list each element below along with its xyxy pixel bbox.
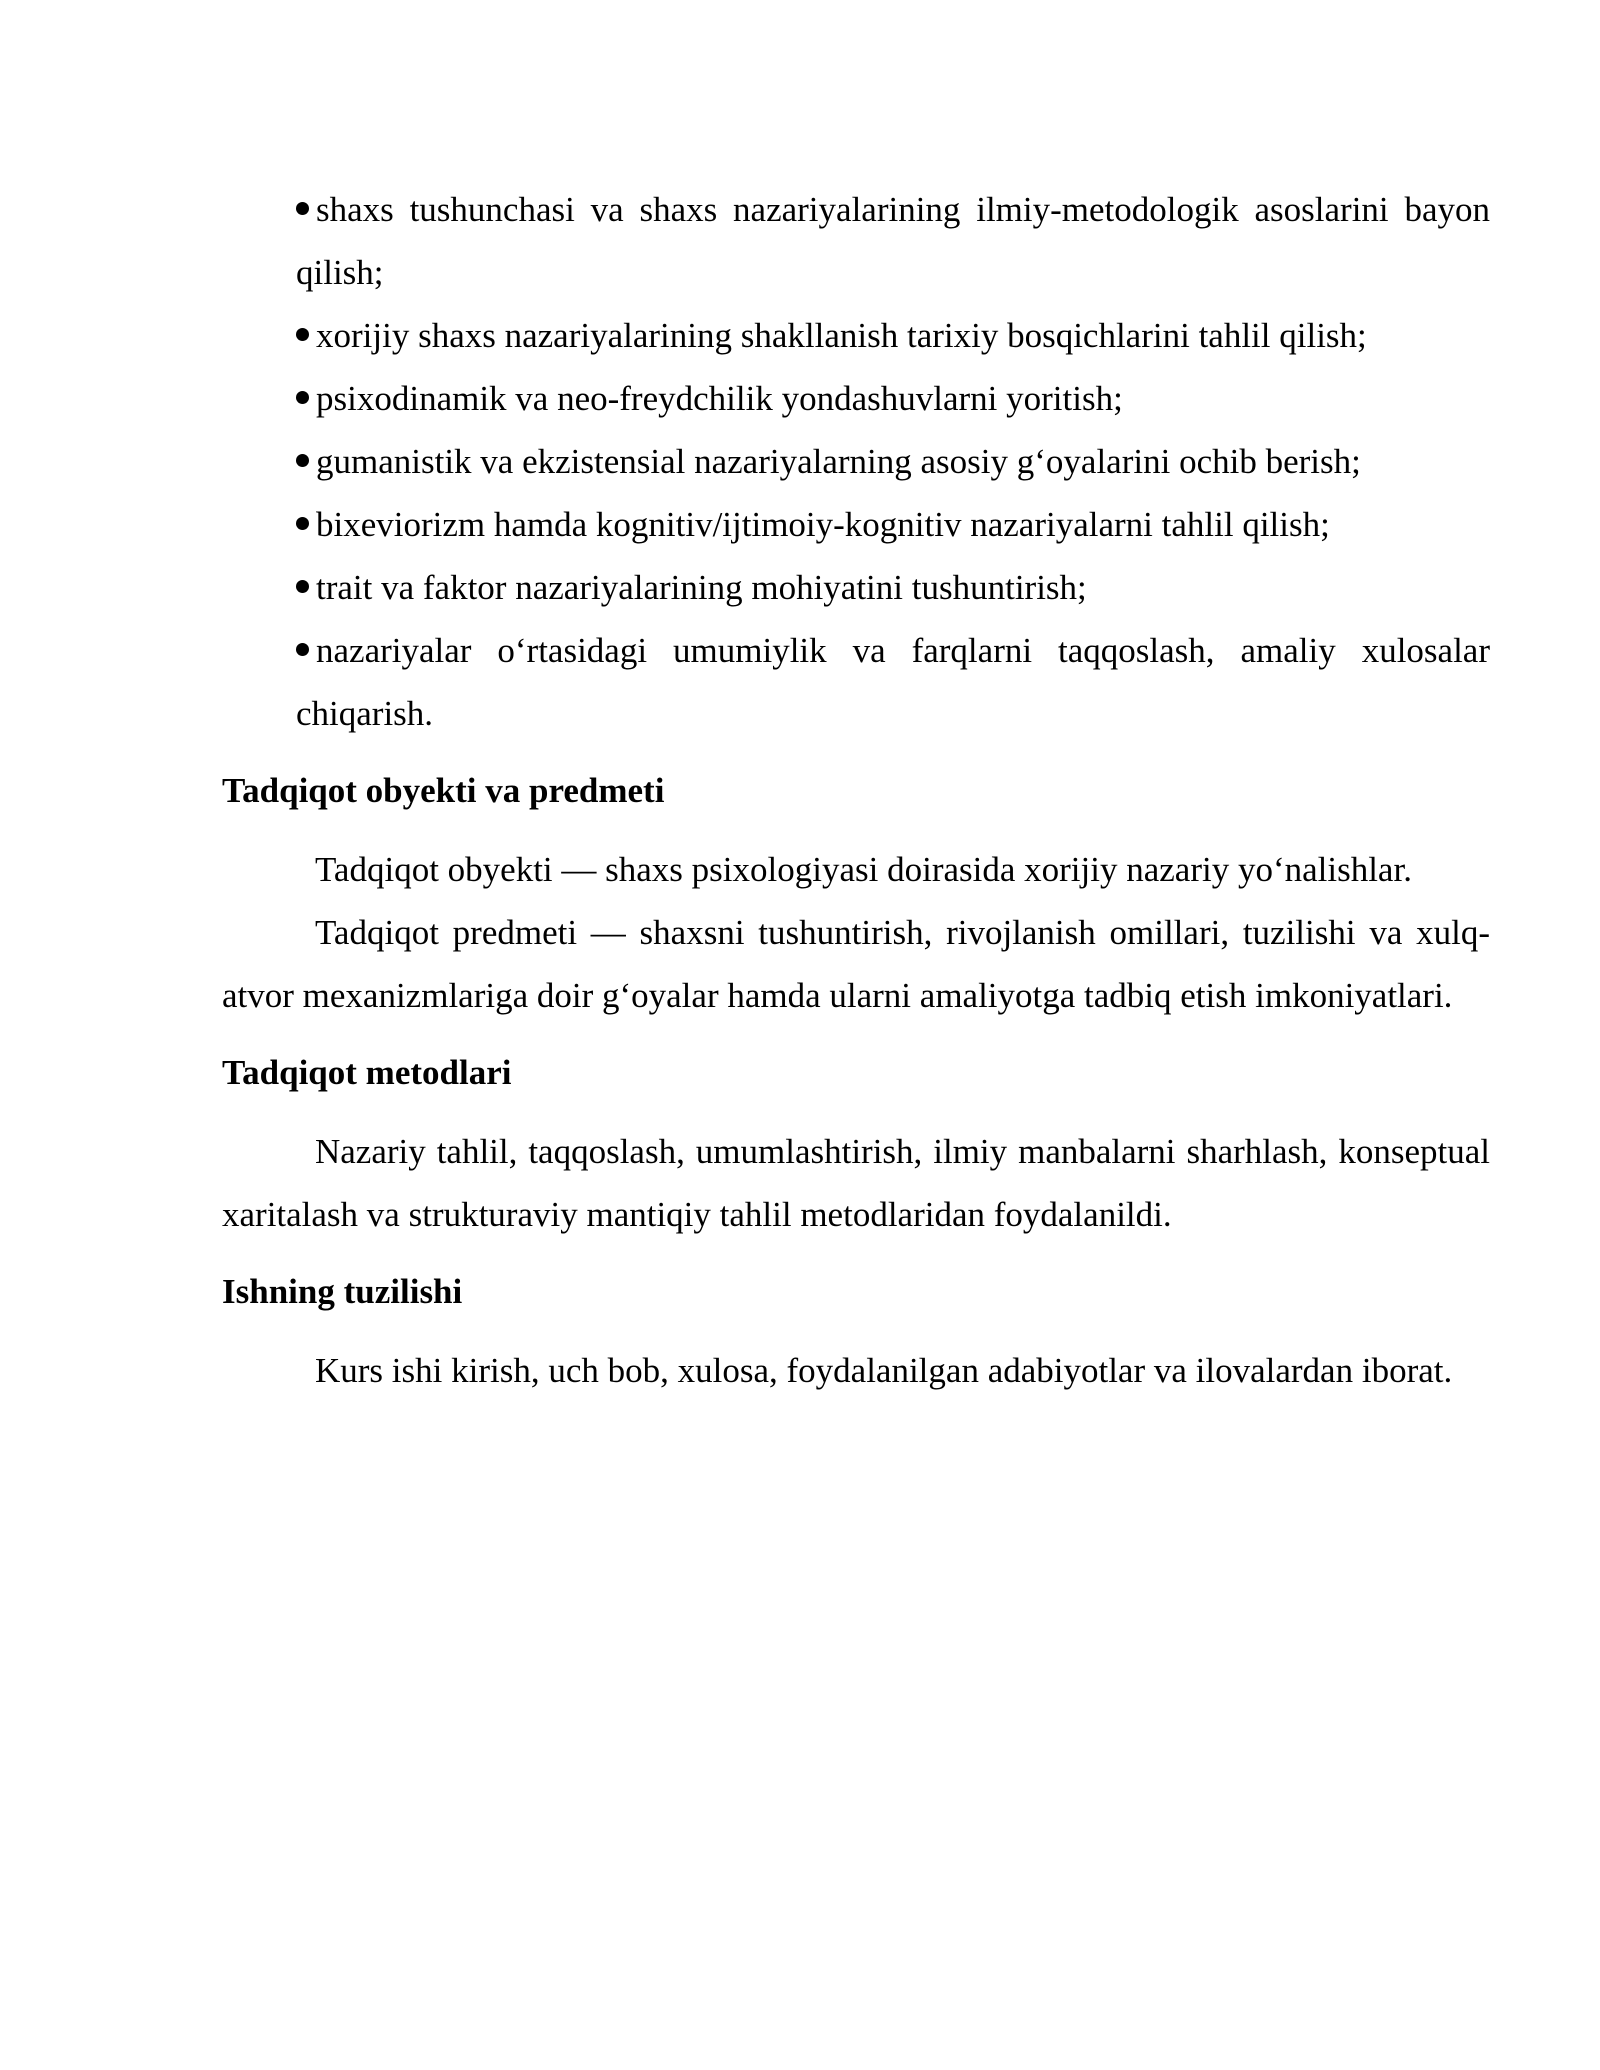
subject-paragraph: Tadqiqot predmeti — shaxsni tushuntirish, rivojlanish omillari, tuzilishi va xulq-atvor mexanizmlariga doir g‘oyalar hamda ularni amaliyotga tadbiq etish imkoniyatlari. xyxy=(222,913,1490,1015)
bullet-icon xyxy=(296,391,309,404)
bullet-icon xyxy=(296,328,309,341)
goal-text: psixodinamik va neo-freydchilik yondashuvlarni yoritish; xyxy=(316,379,1123,418)
goal-text: trait va faktor nazariyalarining mohiyatini tushuntirish; xyxy=(316,568,1087,607)
bullet-icon xyxy=(296,202,309,215)
goal-item xyxy=(296,430,1490,493)
goal-text: nazariyalar o‘rtasidagi umumiylik va farqlarni taqqoslash, amaliy xulosalar chiqarish. xyxy=(296,631,1490,733)
goal-item xyxy=(296,178,1490,304)
object-paragraph: Tadqiqot obyekti — shaxs psixologiyasi doirasida xorijiy nazariy yo‘nalishlar. xyxy=(315,850,1412,889)
goal-text: bixeviorizm hamda kognitiv/ijtimoiy-kognitiv nazariyalarni tahlil qilish; xyxy=(316,505,1330,544)
bullet-icon xyxy=(296,580,309,593)
goal-item xyxy=(296,304,1490,367)
section-heading-methods: Tadqiqot metodlari xyxy=(222,1053,512,1092)
bullet-icon xyxy=(296,517,309,530)
goal-text: shaxs tushunchasi va shaxs nazariyalarining ilmiy-metodologik asoslarini bayon qilish; xyxy=(296,190,1490,292)
goal-item xyxy=(296,367,1490,430)
bullet-icon xyxy=(296,454,309,467)
goal-text: xorijiy shaxs nazariyalarining shakllanish tarixiy bosqichlarini tahlil qilish; xyxy=(316,316,1367,355)
page-content xyxy=(222,178,1490,1402)
methods-paragraph: Nazariy tahlil, taqqoslash, umumlashtirish, ilmiy manbalarni sharhlash, konseptual xaritalash va strukturaviy mantiqiy tahlil metodlaridan foydalanildi. xyxy=(222,1132,1490,1234)
section-heading-object-subject: Tadqiqot obyekti va predmeti xyxy=(222,771,665,810)
bullet-icon xyxy=(296,643,309,656)
goal-item xyxy=(296,493,1490,556)
structure-paragraph: Kurs ishi kirish, uch bob, xulosa, foydalanilgan adabiyotlar va ilovalardan iborat. xyxy=(315,1351,1453,1390)
goals-list xyxy=(222,178,1490,745)
goal-text: gumanistik va ekzistensial nazariyalarning asosiy g‘oyalarini ochib berish; xyxy=(316,442,1361,481)
section-heading-structure: Ishning tuzilishi xyxy=(222,1272,463,1311)
goal-item xyxy=(296,619,1490,745)
goal-item xyxy=(296,556,1490,619)
